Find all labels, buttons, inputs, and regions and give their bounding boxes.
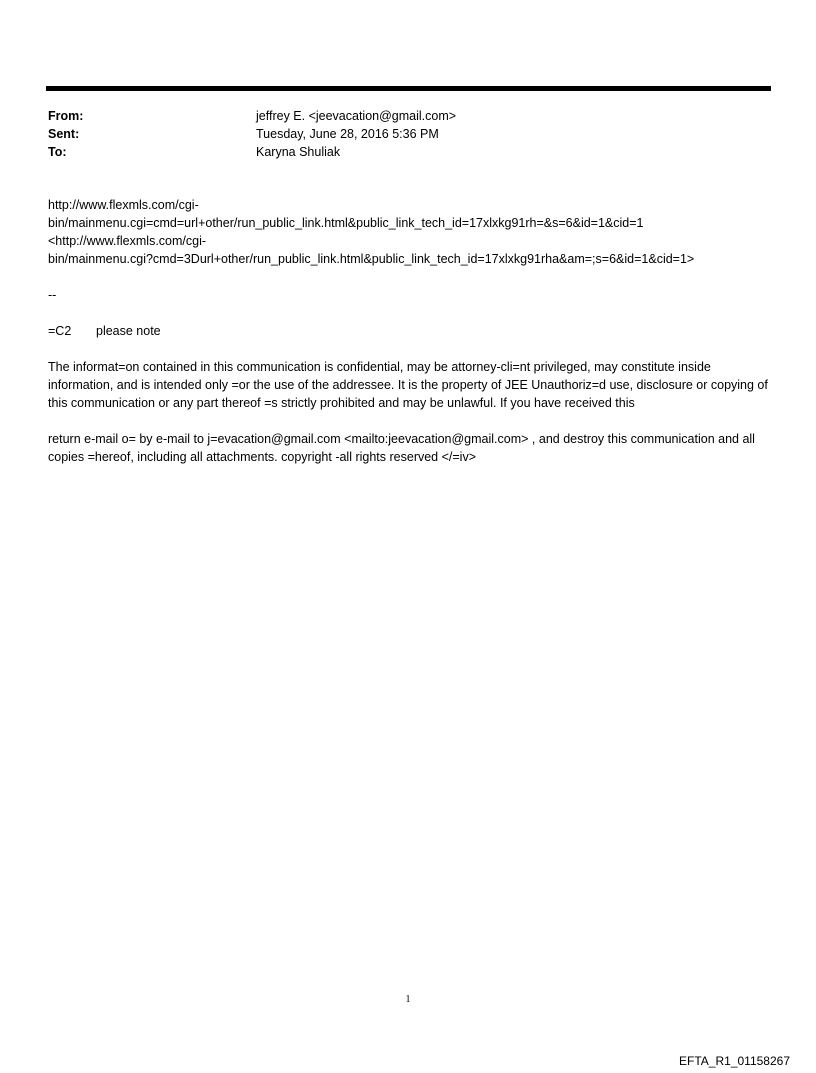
confidentiality-disclaimer: The informat=on contained in this communication is confidential, may be attorney-cli=nt privileged, may constitute inside information, and is intended only =or the use of the addressee. It is the property of JEE Unauthoriz=d use, disclosure or copying of this communication or any part thereof =s strictly prohibited and may be unlawful. If you have received this bbox=[48, 360, 768, 410]
sent-value: Tuesday, June 28, 2016 5:36 PM bbox=[256, 127, 439, 141]
closing-paragraph: return e-mail o= by e-mail to j=evacation@gmail.com <mailto:jeevacation@gmail.com> , and destroy this communication and all copies =hereof, including all attachments. copyright -all rights reserved </=iv> bbox=[48, 432, 755, 464]
sent-row bbox=[48, 125, 768, 143]
to-label: To: bbox=[48, 145, 67, 159]
from-value: jeffrey E. <jeevacation@gmail.com> bbox=[256, 109, 457, 123]
to-row bbox=[48, 143, 768, 161]
note-line bbox=[48, 322, 773, 340]
header-rule bbox=[46, 86, 771, 91]
from-row bbox=[48, 107, 768, 125]
sent-label: Sent: bbox=[48, 127, 80, 141]
link-line: <http://www.flexmls.com/cgi- bbox=[48, 234, 207, 248]
link-line: bin/mainmenu.cgi?cmd=3Durl+other/run_public_link.html&public_link_tech_id=17xlxkg91rha&am=;s=6&id=1&cid=1> bbox=[48, 252, 695, 266]
to-value: Karyna Shuliak bbox=[256, 145, 341, 159]
link-line: http://www.flexmls.com/cgi- bbox=[48, 198, 199, 212]
note-text: please note bbox=[96, 324, 161, 338]
bates-number: EFTA_R1_01158267 bbox=[679, 1054, 790, 1068]
separator: -- bbox=[48, 288, 57, 302]
page-number: 1 bbox=[405, 994, 411, 1005]
email-body bbox=[48, 196, 773, 466]
email-header bbox=[48, 107, 768, 161]
link-line: bin/mainmenu.cgi=cmd=url+other/run_public_link.html&public_link_tech_id=17xlxkg91rh=&s=6&id=1&cid=1 bbox=[48, 216, 644, 230]
note-code: =C2 bbox=[48, 324, 72, 338]
from-label: From: bbox=[48, 109, 84, 123]
